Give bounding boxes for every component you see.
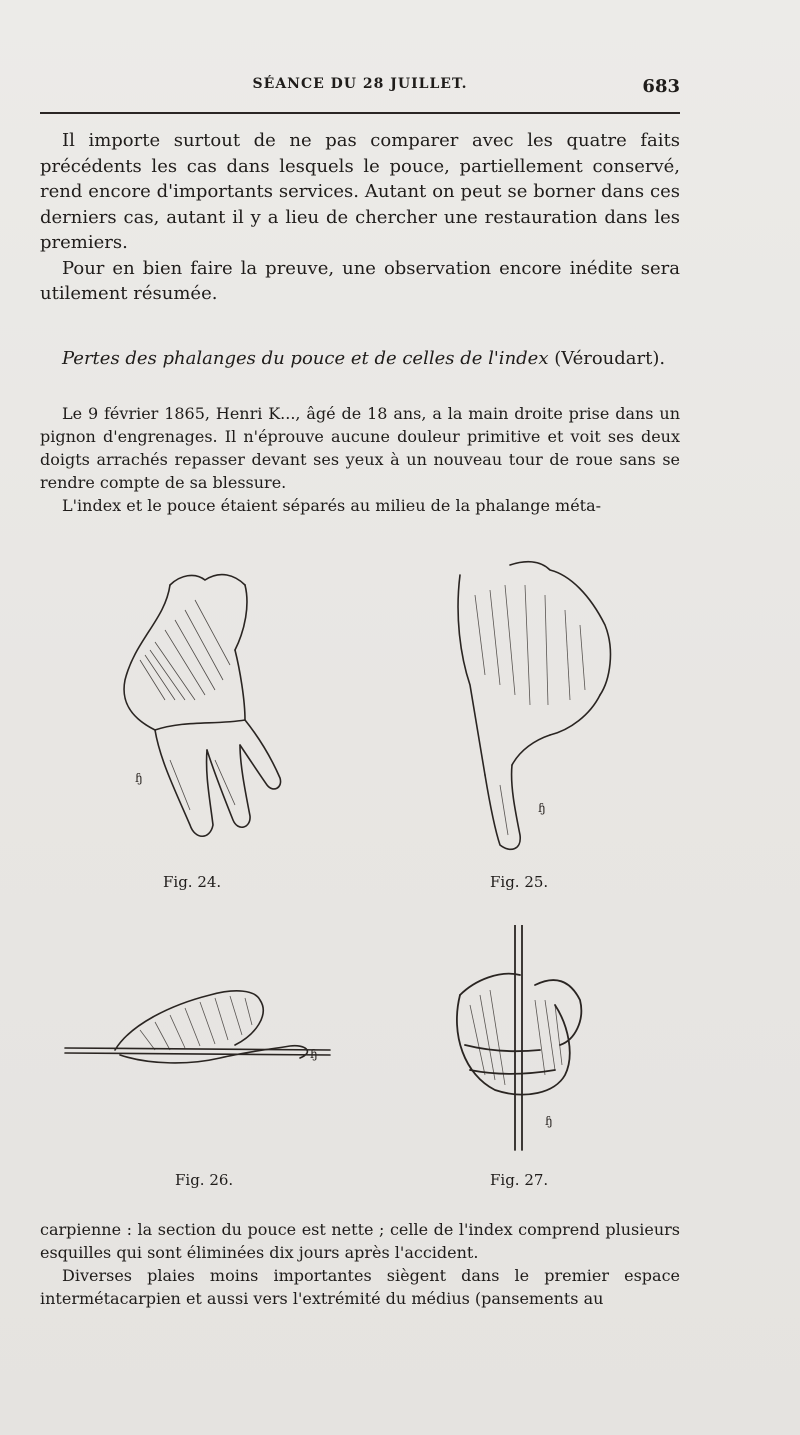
paragraph: Pour en bien faire la preuve, une observation encore inédite sera utilement résumée.: [40, 257, 680, 304]
paragraph: Le 9 février 1865, Henri K..., âgé de 18 ans, a la main droite prise dans un pignon d'engrenages. Il n'éprouve aucune douleur primitive et voit ses deux doigts arrachés repasser devant ses yeux à un nouveau tour de roue sans se rendre compte de sa blessure.: [40, 404, 680, 492]
page-number: 683: [642, 76, 680, 97]
figure-27-label: Fig. 27.: [490, 1171, 549, 1189]
paragraph: carpienne : la section du pouce est nette ; celle de l'index comprend plusieurs esquilles qui sont éliminées dix jours après l'accident.: [40, 1220, 680, 1262]
figure-25-illustration: [430, 555, 630, 855]
hand-drawing-icon: [95, 560, 295, 850]
hand-gripping-rod-icon: [440, 925, 610, 1155]
text-middle: [40, 402, 680, 517]
paragraph: L'index et le pouce étaient séparés au milieu de la phalange méta-: [62, 496, 602, 515]
hand-back-drawing-icon: [430, 555, 630, 855]
figure-25-label: Fig. 25.: [490, 873, 549, 891]
paragraph: Il importe surtout de ne pas comparer avec les quatre faits précédents les cas dans lesquels le pouce, partiellement conservé, rend encore d'importants services. Autant on peut se borner dans ces derniers cas, autant il y a lieu de chercher une restauration dans les premiers.: [40, 130, 680, 253]
paragraph: Diverses plaies moins importantes siègent dans le premier espace intermétacarpien et aussi vers l'extrémité du médius (pansements au: [40, 1266, 680, 1308]
svg-text:ɧ: ɧ: [135, 771, 143, 785]
running-head: [40, 76, 680, 100]
text-top: [40, 128, 680, 307]
section-title: [40, 346, 680, 372]
hand-holding-pen-icon: [60, 980, 340, 1090]
figure-24-illustration: [95, 560, 295, 850]
svg-text:ɧ: ɧ: [310, 1047, 318, 1061]
text-bottom: [40, 1218, 680, 1310]
figure-26-illustration: [60, 980, 340, 1090]
header-rule: [40, 112, 680, 114]
section-title-italic: Pertes des phalanges du pouce et de celles de l'index: [62, 348, 549, 369]
running-title: SÉANCE DU 28 JUILLET.: [252, 76, 468, 92]
section-heading: [40, 346, 680, 372]
section-title-author: (Véroudart).: [554, 348, 666, 369]
figure-26-label: Fig. 26.: [175, 1171, 234, 1189]
svg-text:ɧ: ɧ: [538, 801, 546, 815]
figure-24-label: Fig. 24.: [163, 873, 222, 891]
figure-27-illustration: [440, 925, 610, 1155]
svg-text:ɧ: ɧ: [545, 1114, 553, 1128]
